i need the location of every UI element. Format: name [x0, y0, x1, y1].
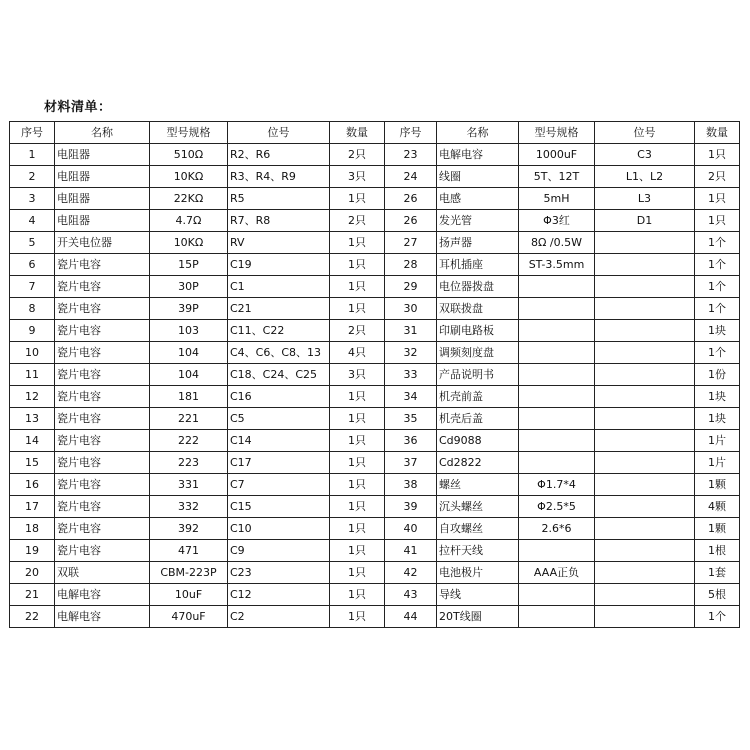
item-qty: 1只: [330, 518, 385, 540]
item-qty: 2只: [695, 166, 740, 188]
item-spec: [519, 540, 595, 562]
item-spec: [519, 452, 595, 474]
table-row: [10, 474, 740, 496]
item-position: C12: [228, 584, 330, 606]
item-no: 6: [10, 254, 55, 276]
item-spec: AAA正负: [519, 562, 595, 584]
item-position: C1: [228, 276, 330, 298]
item-position: C5: [228, 408, 330, 430]
item-spec: 8Ω /0.5W: [519, 232, 595, 254]
item-position: [595, 386, 695, 408]
item-spec: 104: [150, 364, 228, 386]
item-no: 30: [385, 298, 437, 320]
table-row: [10, 320, 740, 342]
header-spec-left: 型号规格: [150, 122, 228, 144]
table-row: [10, 166, 740, 188]
item-qty: 2只: [330, 210, 385, 232]
item-no: 10: [10, 342, 55, 364]
item-no: 44: [385, 606, 437, 628]
item-spec: 10KΩ: [150, 232, 228, 254]
item-position: [595, 518, 695, 540]
item-no: 22: [10, 606, 55, 628]
item-name: 瓷片电容: [55, 364, 150, 386]
item-spec: [519, 342, 595, 364]
item-qty: 1只: [330, 606, 385, 628]
item-qty: 4只: [330, 342, 385, 364]
item-name: 瓷片电容: [55, 452, 150, 474]
item-spec: 392: [150, 518, 228, 540]
item-position: [595, 320, 695, 342]
page-title: 材料清单：: [44, 100, 112, 115]
item-name: 电解电容: [55, 584, 150, 606]
item-name: Cd2822: [437, 452, 519, 474]
item-qty: 1个: [695, 606, 740, 628]
table-row: [10, 606, 740, 628]
item-no: 29: [385, 276, 437, 298]
item-name: 瓷片电容: [55, 298, 150, 320]
item-no: 26: [385, 188, 437, 210]
table-row: [10, 496, 740, 518]
item-name: Cd9088: [437, 430, 519, 452]
item-no: 12: [10, 386, 55, 408]
item-name: 拉杆天线: [437, 540, 519, 562]
item-name: 瓷片电容: [55, 276, 150, 298]
item-no: 43: [385, 584, 437, 606]
item-position: [595, 254, 695, 276]
header-pos-left: 位号: [228, 122, 330, 144]
item-position: [595, 364, 695, 386]
item-spec: 181: [150, 386, 228, 408]
item-name: 机壳前盖: [437, 386, 519, 408]
item-qty: 5根: [695, 584, 740, 606]
item-name: 导线: [437, 584, 519, 606]
item-name: 线圈: [437, 166, 519, 188]
item-position: R3、R4、R9: [228, 166, 330, 188]
item-spec: [519, 584, 595, 606]
item-position: C21: [228, 298, 330, 320]
item-spec: Φ3红: [519, 210, 595, 232]
table-row: [10, 430, 740, 452]
item-qty: 1只: [330, 276, 385, 298]
item-name: 电位器拨盘: [437, 276, 519, 298]
table-row: [10, 562, 740, 584]
item-position: [595, 232, 695, 254]
item-name: 产品说明书: [437, 364, 519, 386]
item-no: 7: [10, 276, 55, 298]
item-spec: 221: [150, 408, 228, 430]
item-position: L3: [595, 188, 695, 210]
header-qty-right: 数量: [695, 122, 740, 144]
item-name: 沉头螺丝: [437, 496, 519, 518]
item-no: 16: [10, 474, 55, 496]
item-no: 35: [385, 408, 437, 430]
item-position: R7、R8: [228, 210, 330, 232]
item-name: 印刷电路板: [437, 320, 519, 342]
item-position: C9: [228, 540, 330, 562]
item-spec: [519, 298, 595, 320]
item-qty: 1个: [695, 298, 740, 320]
item-no: 5: [10, 232, 55, 254]
table-row: [10, 210, 740, 232]
header-spec-right: 型号规格: [519, 122, 595, 144]
item-name: 瓷片电容: [55, 430, 150, 452]
header-name-right: 名称: [437, 122, 519, 144]
item-qty: 1个: [695, 254, 740, 276]
item-position: [595, 342, 695, 364]
item-spec: 30P: [150, 276, 228, 298]
item-qty: 1只: [330, 474, 385, 496]
item-qty: 1块: [695, 408, 740, 430]
item-name: 发光管: [437, 210, 519, 232]
item-position: L1、L2: [595, 166, 695, 188]
item-spec: 470uF: [150, 606, 228, 628]
item-spec: 15P: [150, 254, 228, 276]
table-row: [10, 518, 740, 540]
item-no: 27: [385, 232, 437, 254]
item-name: 瓷片电容: [55, 254, 150, 276]
item-qty: 1只: [330, 408, 385, 430]
item-position: RV: [228, 232, 330, 254]
item-position: C10: [228, 518, 330, 540]
table-header-row: [10, 122, 740, 144]
item-no: 19: [10, 540, 55, 562]
item-position: C23: [228, 562, 330, 584]
item-position: [595, 584, 695, 606]
item-qty: 1只: [330, 496, 385, 518]
item-no: 40: [385, 518, 437, 540]
item-no: 14: [10, 430, 55, 452]
item-name: 瓷片电容: [55, 540, 150, 562]
item-no: 20: [10, 562, 55, 584]
item-qty: 1只: [330, 562, 385, 584]
item-position: D1: [595, 210, 695, 232]
item-qty: 1只: [330, 452, 385, 474]
item-name: 耳机插座: [437, 254, 519, 276]
item-no: 17: [10, 496, 55, 518]
item-no: 9: [10, 320, 55, 342]
item-spec: 222: [150, 430, 228, 452]
item-no: 11: [10, 364, 55, 386]
item-spec: [519, 408, 595, 430]
item-position: C4、C6、C8、13: [228, 342, 330, 364]
item-spec: 2.6*6: [519, 518, 595, 540]
item-no: 26: [385, 210, 437, 232]
item-qty: 1颗: [695, 518, 740, 540]
item-qty: 1只: [330, 298, 385, 320]
item-spec: 510Ω: [150, 144, 228, 166]
item-name: 开关电位器: [55, 232, 150, 254]
item-position: [595, 408, 695, 430]
header-no-right: 序号: [385, 122, 437, 144]
item-name: 瓷片电容: [55, 342, 150, 364]
item-qty: 1只: [330, 188, 385, 210]
item-name: 调频刻度盘: [437, 342, 519, 364]
item-spec: [519, 320, 595, 342]
item-name: 电阻器: [55, 144, 150, 166]
item-no: 1: [10, 144, 55, 166]
item-no: 32: [385, 342, 437, 364]
item-qty: 1只: [330, 540, 385, 562]
item-qty: 1个: [695, 232, 740, 254]
table-row: [10, 584, 740, 606]
table-row: [10, 386, 740, 408]
materials-table: [9, 121, 740, 628]
item-qty: 1个: [695, 342, 740, 364]
item-name: 电阻器: [55, 188, 150, 210]
item-position: [595, 496, 695, 518]
item-qty: 1只: [330, 584, 385, 606]
item-no: 31: [385, 320, 437, 342]
item-qty: 1片: [695, 430, 740, 452]
item-no: 4: [10, 210, 55, 232]
item-name: 瓷片电容: [55, 408, 150, 430]
table-row: [10, 144, 740, 166]
item-name: 20T线圈: [437, 606, 519, 628]
item-position: C16: [228, 386, 330, 408]
table-row: [10, 298, 740, 320]
item-no: 24: [385, 166, 437, 188]
item-qty: 1片: [695, 452, 740, 474]
item-spec: [519, 430, 595, 452]
item-no: 37: [385, 452, 437, 474]
item-spec: 331: [150, 474, 228, 496]
item-position: C14: [228, 430, 330, 452]
item-name: 电解电容: [55, 606, 150, 628]
item-name: 电阻器: [55, 166, 150, 188]
item-qty: 1只: [695, 144, 740, 166]
item-qty: 4颗: [695, 496, 740, 518]
item-name: 电解电容: [437, 144, 519, 166]
item-spec: 5mH: [519, 188, 595, 210]
item-spec: CBM-223P: [150, 562, 228, 584]
item-name: 电感: [437, 188, 519, 210]
item-qty: 1只: [695, 188, 740, 210]
item-spec: [519, 606, 595, 628]
item-name: 双联拨盘: [437, 298, 519, 320]
table-row: [10, 540, 740, 562]
header-qty-left: 数量: [330, 122, 385, 144]
item-qty: 3只: [330, 364, 385, 386]
header-name-left: 名称: [55, 122, 150, 144]
item-no: 33: [385, 364, 437, 386]
item-spec: 39P: [150, 298, 228, 320]
item-qty: 1块: [695, 320, 740, 342]
item-name: 双联: [55, 562, 150, 584]
table-row: [10, 342, 740, 364]
item-no: 28: [385, 254, 437, 276]
item-no: 8: [10, 298, 55, 320]
item-qty: 2只: [330, 320, 385, 342]
item-spec: 332: [150, 496, 228, 518]
item-no: 18: [10, 518, 55, 540]
item-position: [595, 540, 695, 562]
item-no: 38: [385, 474, 437, 496]
item-position: [595, 430, 695, 452]
item-no: 42: [385, 562, 437, 584]
item-qty: 1只: [330, 232, 385, 254]
item-position: [595, 474, 695, 496]
item-position: R2、R6: [228, 144, 330, 166]
item-name: 瓷片电容: [55, 496, 150, 518]
item-no: 41: [385, 540, 437, 562]
table-row: [10, 452, 740, 474]
item-position: C11、C22: [228, 320, 330, 342]
table-row: [10, 408, 740, 430]
item-qty: 1只: [330, 254, 385, 276]
item-qty: 1只: [695, 210, 740, 232]
item-name: 自攻螺丝: [437, 518, 519, 540]
item-position: R5: [228, 188, 330, 210]
item-position: C3: [595, 144, 695, 166]
item-position: C18、C24、C25: [228, 364, 330, 386]
item-qty: 1颗: [695, 474, 740, 496]
item-no: 3: [10, 188, 55, 210]
item-spec: Φ2.5*5: [519, 496, 595, 518]
item-no: 23: [385, 144, 437, 166]
item-name: 电池极片: [437, 562, 519, 584]
item-position: [595, 562, 695, 584]
item-qty: 1套: [695, 562, 740, 584]
item-spec: 4.7Ω: [150, 210, 228, 232]
item-name: 瓷片电容: [55, 320, 150, 342]
item-name: 螺丝: [437, 474, 519, 496]
item-spec: [519, 276, 595, 298]
item-spec: 22KΩ: [150, 188, 228, 210]
item-no: 2: [10, 166, 55, 188]
item-name: 瓷片电容: [55, 386, 150, 408]
item-spec: 104: [150, 342, 228, 364]
item-no: 34: [385, 386, 437, 408]
table-row: [10, 276, 740, 298]
item-spec: ST-3.5mm: [519, 254, 595, 276]
item-position: C7: [228, 474, 330, 496]
item-spec: [519, 364, 595, 386]
table-row: [10, 254, 740, 276]
item-spec: [519, 386, 595, 408]
item-spec: 223: [150, 452, 228, 474]
item-qty: 1根: [695, 540, 740, 562]
item-qty: 1只: [330, 430, 385, 452]
table-row: [10, 188, 740, 210]
item-position: [595, 452, 695, 474]
item-spec: 103: [150, 320, 228, 342]
item-no: 36: [385, 430, 437, 452]
item-spec: 5T、12T: [519, 166, 595, 188]
item-spec: 10uF: [150, 584, 228, 606]
item-qty: 1块: [695, 386, 740, 408]
item-position: [595, 276, 695, 298]
item-position: C17: [228, 452, 330, 474]
item-qty: 1只: [330, 386, 385, 408]
item-qty: 1份: [695, 364, 740, 386]
item-name: 机壳后盖: [437, 408, 519, 430]
item-position: C19: [228, 254, 330, 276]
item-spec: 471: [150, 540, 228, 562]
item-no: 21: [10, 584, 55, 606]
item-position: [595, 606, 695, 628]
item-spec: 10KΩ: [150, 166, 228, 188]
item-name: 瓷片电容: [55, 474, 150, 496]
table-row: [10, 232, 740, 254]
item-name: 瓷片电容: [55, 518, 150, 540]
item-no: 39: [385, 496, 437, 518]
item-qty: 1个: [695, 276, 740, 298]
item-name: 扬声器: [437, 232, 519, 254]
item-no: 15: [10, 452, 55, 474]
item-spec: 1000uF: [519, 144, 595, 166]
item-position: C2: [228, 606, 330, 628]
item-spec: Φ1.7*4: [519, 474, 595, 496]
table-row: [10, 364, 740, 386]
item-qty: 3只: [330, 166, 385, 188]
item-no: 13: [10, 408, 55, 430]
header-no-left: 序号: [10, 122, 55, 144]
item-position: [595, 298, 695, 320]
item-qty: 2只: [330, 144, 385, 166]
item-position: C15: [228, 496, 330, 518]
item-name: 电阻器: [55, 210, 150, 232]
header-pos-right: 位号: [595, 122, 695, 144]
